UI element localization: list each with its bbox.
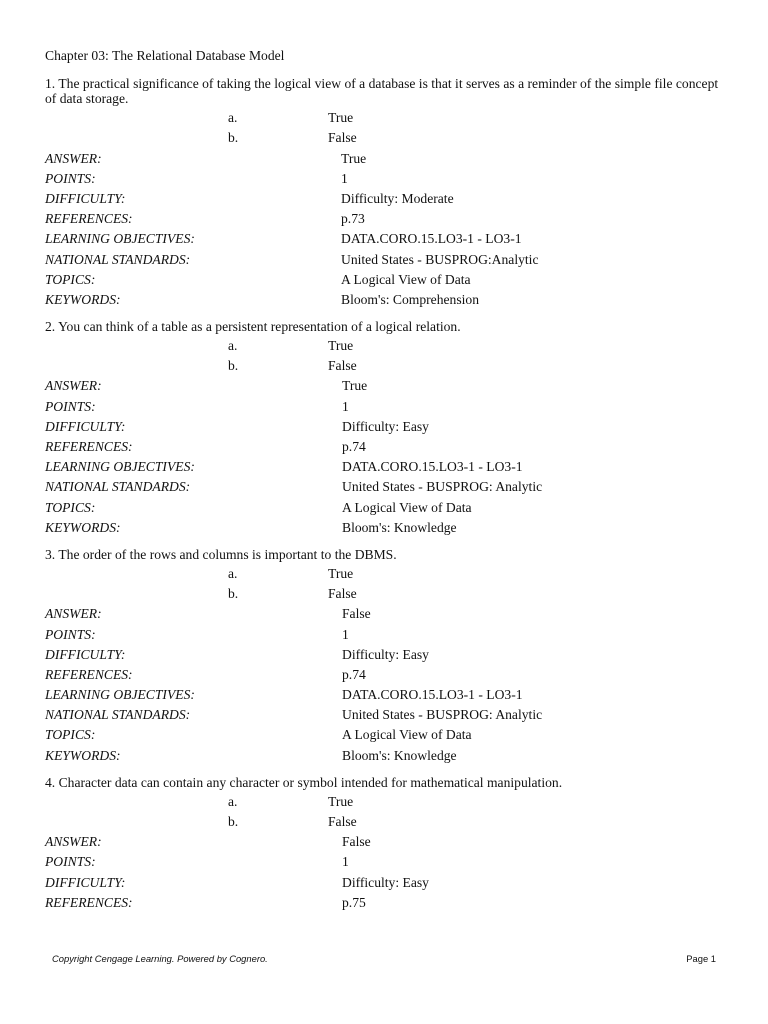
points-row — [45, 852, 725, 872]
topics-value: A Logical View of Data — [342, 499, 472, 515]
answer-value: True — [342, 378, 368, 394]
learning-objectives-value: DATA.CORO.15.LO3-1 - LO3-1 — [341, 231, 522, 247]
choice-b — [45, 356, 725, 376]
question-2 — [45, 319, 725, 538]
national-standards-row — [45, 250, 725, 270]
choice-letter: a. — [228, 338, 238, 354]
choice-a — [45, 564, 725, 584]
national-standards-row — [45, 705, 725, 725]
points-value: 1 — [341, 170, 348, 186]
learning-objectives-value: DATA.CORO.15.LO3-1 - LO3-1 — [342, 687, 523, 703]
keywords-label: KEYWORDS: — [45, 519, 121, 535]
document-page — [45, 46, 725, 922]
points-label: POINTS: — [45, 626, 96, 642]
footer-copyright: Copyright Cengage Learning. Powered by Cognero. — [52, 953, 268, 964]
points-row — [45, 169, 725, 189]
national-standards-label: NATIONAL STANDARDS: — [45, 479, 191, 495]
keywords-value: Bloom's: Comprehension — [341, 291, 480, 307]
keywords-row — [45, 290, 725, 310]
question-1 — [45, 76, 725, 310]
learning-objectives-label: LEARNING OBJECTIVES: — [45, 231, 195, 247]
keywords-row — [45, 746, 725, 766]
keywords-value: Bloom's: Knowledge — [342, 519, 457, 535]
references-value: p.73 — [341, 211, 365, 227]
question-text: 4. Character data can contain any character or symbol intended for mathematical manipulation. — [45, 774, 563, 790]
difficulty-label: DIFFICULTY: — [45, 418, 126, 434]
difficulty-value: Difficulty: Moderate — [341, 190, 454, 206]
points-value: 1 — [342, 626, 349, 642]
keywords-row — [45, 518, 725, 538]
difficulty-value: Difficulty: Easy — [342, 646, 429, 662]
topics-row — [45, 270, 725, 290]
choice-a — [45, 108, 725, 128]
choice-a — [45, 792, 725, 812]
national-standards-label: NATIONAL STANDARDS: — [45, 707, 191, 723]
topics-row — [45, 725, 725, 745]
choice-b — [45, 812, 725, 832]
topics-label: TOPICS: — [45, 727, 96, 743]
learning-objectives-label: LEARNING OBJECTIVES: — [45, 687, 195, 703]
difficulty-label: DIFFICULTY: — [45, 190, 126, 206]
references-row — [45, 437, 725, 457]
answer-value: False — [342, 606, 371, 622]
question-3 — [45, 547, 725, 766]
choice-letter: b. — [228, 358, 239, 374]
references-label: REFERENCES: — [45, 894, 133, 910]
answer-row — [45, 149, 725, 169]
choice-text: True — [328, 110, 354, 126]
choice-letter: b. — [228, 586, 239, 602]
points-label: POINTS: — [45, 854, 96, 870]
national-standards-value: United States - BUSPROG: Analytic — [342, 707, 543, 723]
choice-text: False — [328, 814, 357, 830]
answer-label: ANSWER: — [45, 834, 102, 850]
answer-value: False — [342, 834, 371, 850]
topics-label: TOPICS: — [45, 499, 96, 515]
choice-letter: a. — [228, 565, 238, 581]
choice-b — [45, 584, 725, 604]
difficulty-row — [45, 417, 725, 437]
answer-row — [45, 376, 725, 396]
references-row — [45, 665, 725, 685]
national-standards-row — [45, 477, 725, 497]
choice-letter: b. — [228, 130, 239, 146]
difficulty-value: Difficulty: Easy — [342, 418, 429, 434]
difficulty-row — [45, 189, 725, 209]
question-text: 2. You can think of a table as a persistent representation of a logical relation. — [45, 319, 461, 335]
national-standards-value: United States - BUSPROG: Analytic — [342, 479, 543, 495]
points-row — [45, 625, 725, 645]
choice-text: True — [328, 565, 354, 581]
difficulty-row — [45, 873, 725, 893]
points-row — [45, 397, 725, 417]
choice-text: False — [328, 358, 357, 374]
question-4 — [45, 775, 725, 913]
choice-letter: a. — [228, 110, 238, 126]
choice-text: True — [328, 338, 354, 354]
answer-label: ANSWER: — [45, 606, 102, 622]
keywords-label: KEYWORDS: — [45, 291, 121, 307]
answer-label: ANSWER: — [45, 150, 102, 166]
page-number: Page 1 — [686, 953, 716, 964]
choice-a — [45, 336, 725, 356]
references-row — [45, 893, 725, 913]
national-standards-label: NATIONAL STANDARDS: — [45, 251, 191, 267]
learning-objectives-row — [45, 229, 725, 249]
learning-objectives-label: LEARNING OBJECTIVES: — [45, 459, 195, 475]
topics-row — [45, 498, 725, 518]
references-row — [45, 209, 725, 229]
learning-objectives-row — [45, 457, 725, 477]
answer-row — [45, 832, 725, 852]
topics-value: A Logical View of Data — [342, 727, 472, 743]
points-label: POINTS: — [45, 398, 96, 414]
difficulty-label: DIFFICULTY: — [45, 874, 126, 890]
topics-value: A Logical View of Data — [341, 271, 471, 287]
answer-value: True — [341, 150, 367, 166]
choice-letter: a. — [228, 793, 238, 809]
choice-text: False — [328, 130, 357, 146]
references-label: REFERENCES: — [45, 211, 133, 227]
choice-b — [45, 128, 725, 148]
question-text: 1. The practical significance of taking the logical view of a database is that it serves as a reminder of the simple file concept of data storage. — [45, 76, 719, 107]
points-value: 1 — [342, 398, 349, 414]
choice-text: False — [328, 586, 357, 602]
national-standards-value: United States - BUSPROG:Analytic — [341, 251, 539, 267]
choice-text: True — [328, 793, 354, 809]
difficulty-row — [45, 645, 725, 665]
points-label: POINTS: — [45, 170, 96, 186]
chapter-title: Chapter 03: The Relational Database Model — [45, 48, 285, 63]
references-value: p.75 — [342, 894, 366, 910]
references-value: p.74 — [342, 439, 366, 455]
references-label: REFERENCES: — [45, 439, 133, 455]
difficulty-label: DIFFICULTY: — [45, 646, 126, 662]
answer-row — [45, 604, 725, 624]
difficulty-value: Difficulty: Easy — [342, 874, 429, 890]
topics-label: TOPICS: — [45, 271, 96, 287]
references-value: p.74 — [342, 666, 366, 682]
answer-label: ANSWER: — [45, 378, 102, 394]
learning-objectives-value: DATA.CORO.15.LO3-1 - LO3-1 — [342, 459, 523, 475]
references-label: REFERENCES: — [45, 666, 133, 682]
keywords-label: KEYWORDS: — [45, 747, 121, 763]
learning-objectives-row — [45, 685, 725, 705]
points-value: 1 — [342, 854, 349, 870]
question-text: 3. The order of the rows and columns is important to the DBMS. — [45, 546, 397, 562]
choice-letter: b. — [228, 814, 239, 830]
keywords-value: Bloom's: Knowledge — [342, 747, 457, 763]
